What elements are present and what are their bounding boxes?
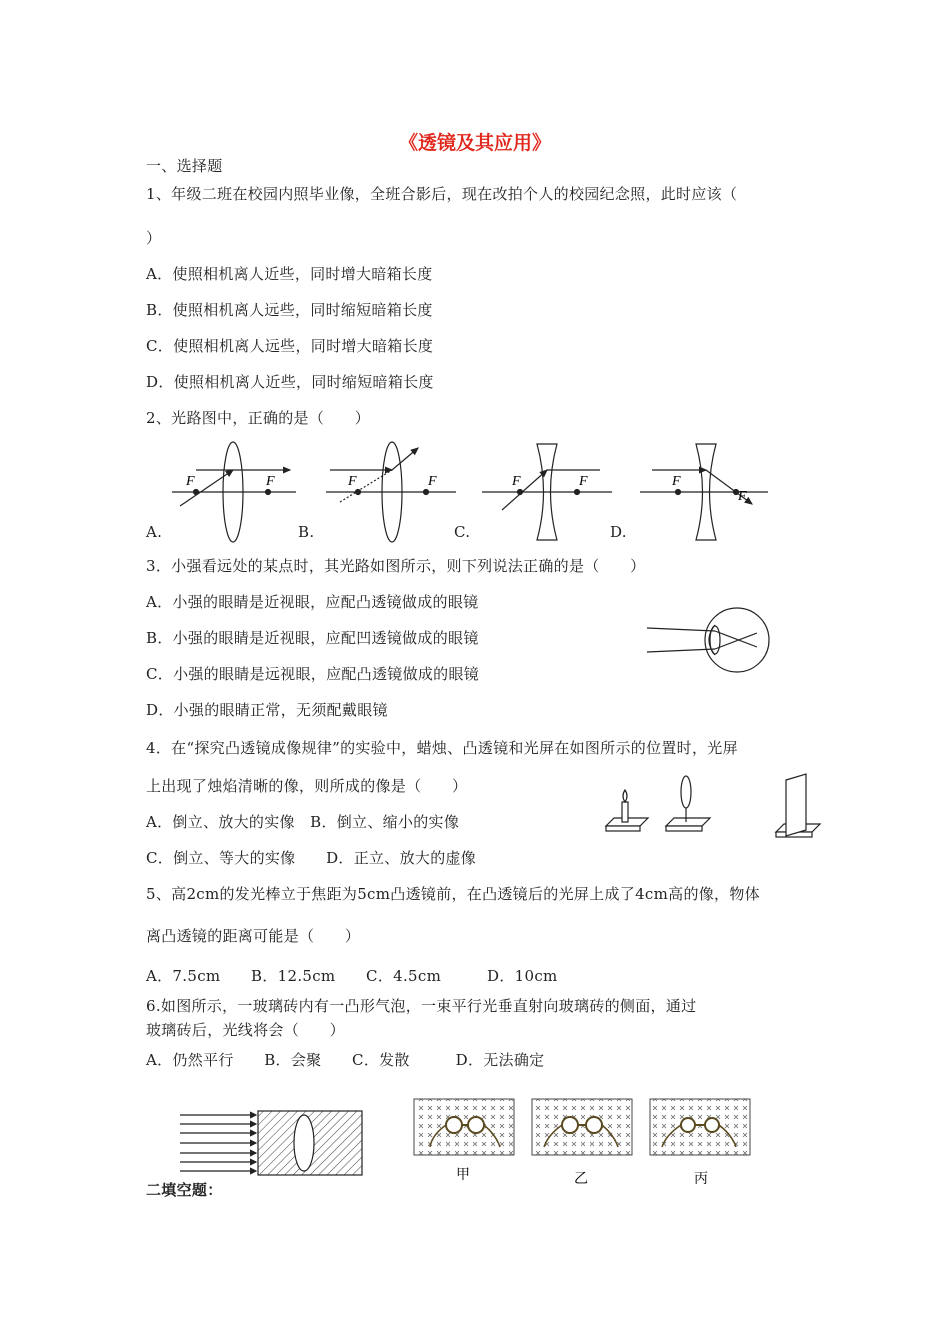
q4-experiment-setup <box>600 770 840 850</box>
diagram-c-concave-lens <box>482 444 612 540</box>
diagram-c-focus-left: F <box>512 474 521 489</box>
q5-stem: 5、高2cm的发光棒立于焦距为5cm凸透镜前，在凸透镜后的光屏上成了4cm高的像，物体 <box>146 885 760 903</box>
q2-label-d: D. <box>610 523 627 541</box>
panel-label-yi: 乙 <box>574 1171 588 1187</box>
q3-option-d: D．小强的眼睛正常，无须配戴眼镜 <box>146 701 388 719</box>
q6-stem: 6.如图所示，一玻璃砖内有一凸形气泡，一束平行光垂直射向玻璃砖的侧面，通过 <box>146 997 697 1015</box>
q3-option-c: C．小强的眼睛是远视眼，应配凸透镜做成的眼镜 <box>146 665 480 683</box>
diagram-d-focus-right: F <box>738 489 747 504</box>
q2-stem: 2、光路图中，正确的是（ ） <box>146 409 371 427</box>
q2-label-b: B. <box>298 523 315 541</box>
diagram-a-focus-left: F <box>186 474 195 489</box>
panel-yi <box>532 1099 632 1155</box>
q1-stem: 1、年级二班在校园内照毕业像，全班合影后，现在改拍个人的校园纪念照，此时应该（ <box>146 185 738 203</box>
q4-stem: 4．在“探究凸透镜成像规律”的实验中，蜡烛、凸透镜和光屏在如图所示的位置时，光屏 <box>146 739 738 757</box>
q4-stem-cont: 上出现了烛焰清晰的像，则所成的像是（ ） <box>146 777 468 795</box>
q1-option-b: B．使照相机离人远些，同时缩短暗箱长度 <box>146 301 433 319</box>
q1-stem-cont: ） <box>146 229 162 247</box>
q3-option-b: B．小强的眼睛是近视眼，应配凹透镜做成的眼镜 <box>146 629 479 647</box>
q1-option-d: D．使照相机离人近些，同时缩短暗箱长度 <box>146 373 434 391</box>
q5-stem-cont: 离凸透镜的距离可能是（ ） <box>146 927 361 945</box>
diagram-a-convex-lens <box>172 442 296 542</box>
q3-eye-diagram <box>645 595 785 685</box>
q2-light-path-diagrams <box>0 440 950 550</box>
page-title: 《透镜及其应用》 <box>398 132 551 154</box>
section-choice-heading: 一、选择题 <box>146 157 223 175</box>
q2-label-a: A. <box>146 523 163 541</box>
diagram-b-convex-lens <box>326 442 456 542</box>
panel-label-jia: 甲 <box>456 1167 470 1183</box>
q6-stem-cont: 玻璃砖后，光线将会（ ） <box>146 1021 345 1039</box>
q1-option-c: C．使照相机离人远些，同时增大暗箱长度 <box>146 337 434 355</box>
q1-option-a: A．使照相机离人近些，同时增大暗箱长度 <box>146 265 433 283</box>
q2-label-c: C. <box>454 523 471 541</box>
panel-jia <box>414 1099 514 1155</box>
diagram-d-focus-left: F <box>672 474 681 489</box>
q6-options: A．仍然平行 B．会聚 C．发散 D．无法确定 <box>146 1051 545 1069</box>
diagram-b-focus-right: F <box>428 474 437 489</box>
diagram-a-focus-right: F <box>266 474 275 489</box>
q5-options: A．7.5cm B．12.5cm C．4.5cm D．10cm <box>146 967 558 985</box>
diagram-d-concave-lens <box>640 444 768 540</box>
panel-label-bing: 丙 <box>694 1171 708 1187</box>
q4-options-row2: C．倒立、等大的实像 D．正立、放大的虚像 <box>146 849 477 867</box>
section-fill-heading: 二填空题： <box>146 1181 223 1199</box>
q6-glass-brick-diagram <box>176 1105 376 1185</box>
diagram-c-focus-right: F <box>579 474 588 489</box>
q4-options-row1: A．倒立、放大的实像 B．倒立、缩小的实像 <box>146 813 460 831</box>
panel-bing <box>650 1099 750 1155</box>
q6-glasses-panels <box>408 1095 768 1187</box>
q3-stem: 3．小强看远处的某点时，其光路如图所示，则下列说法正确的是（ ） <box>146 557 646 575</box>
q3-option-a: A．小强的眼睛是近视眼，应配凸透镜做成的眼镜 <box>146 593 479 611</box>
diagram-b-focus-left: F <box>348 474 357 489</box>
